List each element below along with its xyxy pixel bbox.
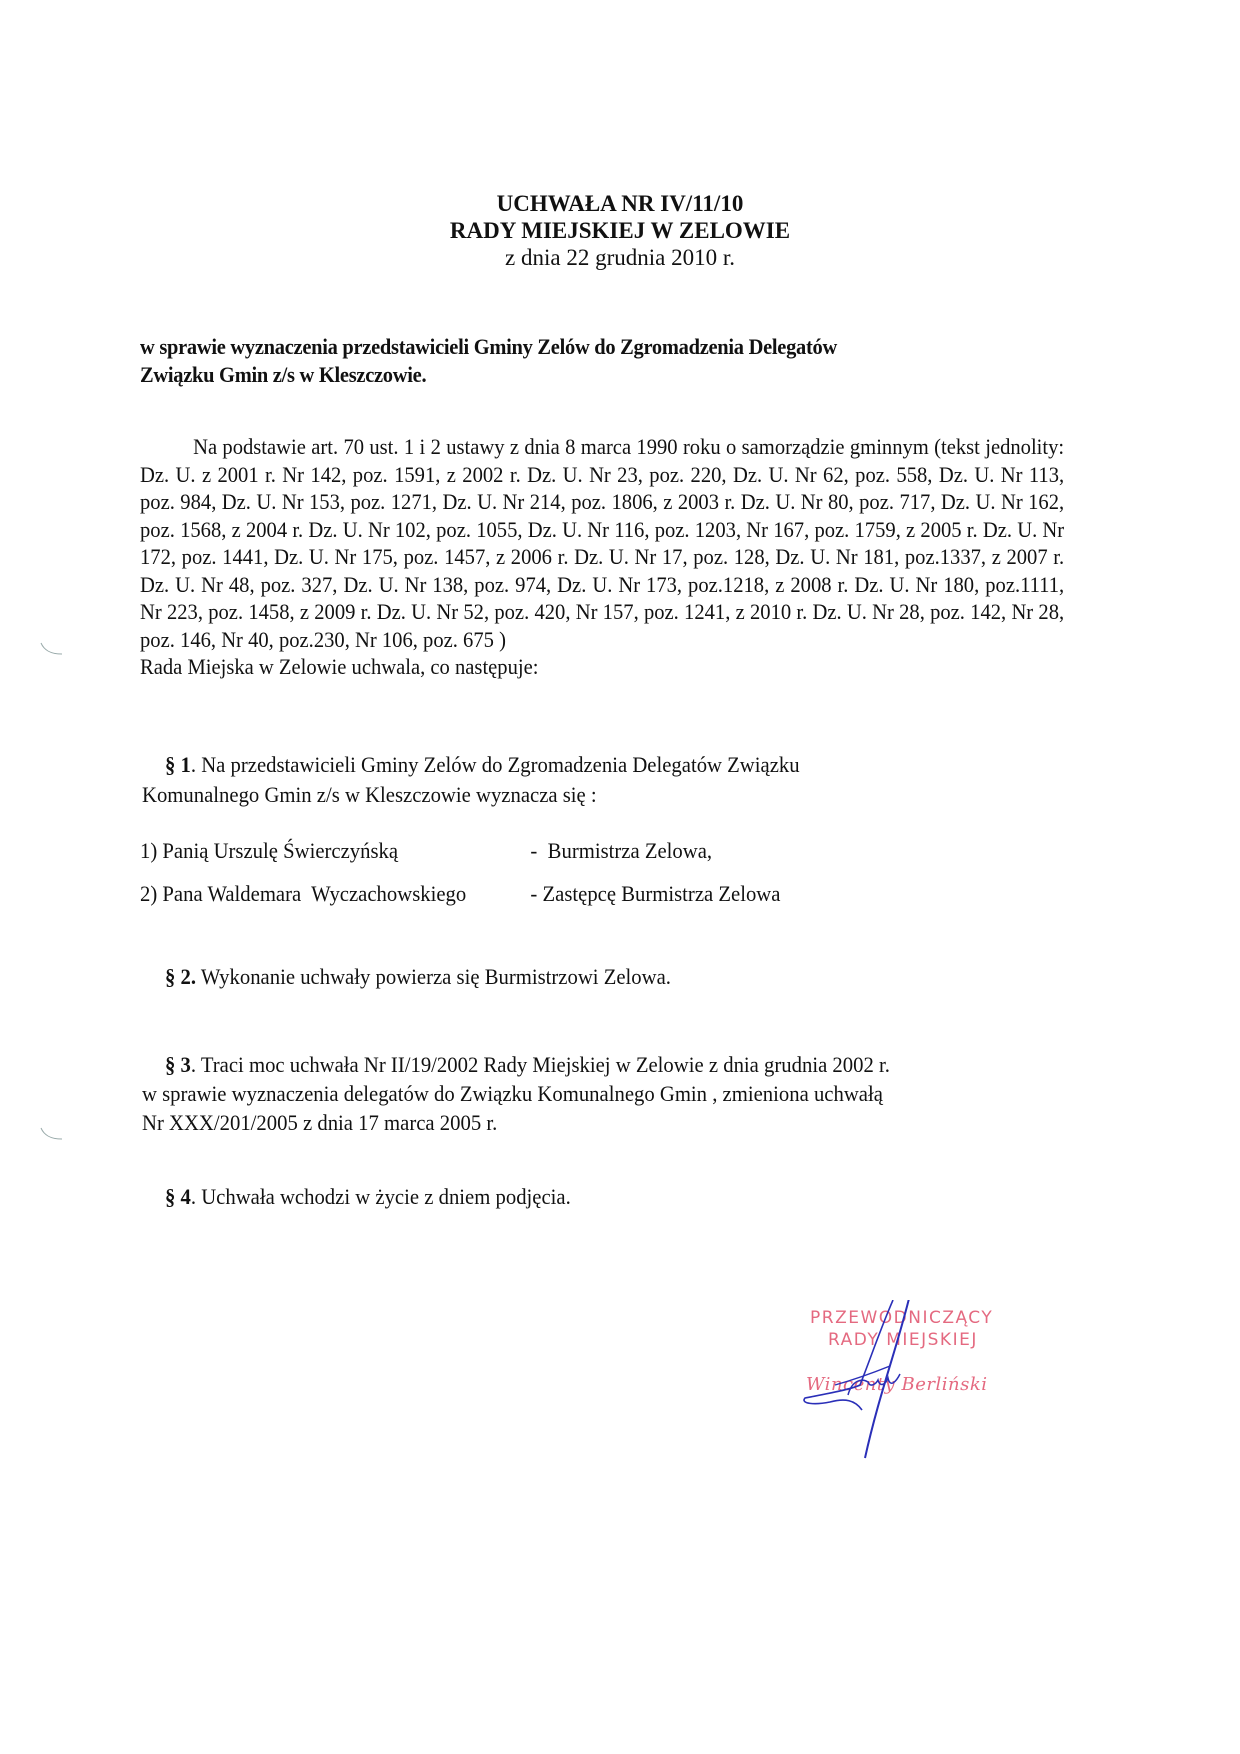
section-1-text-line-2: Komunalnego Gmin z/s w Kleszczowie wyznacza się : xyxy=(142,782,597,807)
delegate-item-2 xyxy=(140,881,780,907)
resolution-header xyxy=(0,190,1240,271)
delegate-item-1 xyxy=(140,838,712,864)
section-2 xyxy=(165,962,993,992)
section-1-mark: § 1 xyxy=(165,752,191,777)
legal-basis-text: Na podstawie art. 70 ust. 1 i 2 ustawy z dnia 8 marca 1990 roku o samorządzie gminnym (tekst jednolity: Dz. U. z 2001 r. Nr 142, poz. 1591, z 2002 r. Dz. U. Nr 23, poz. 220, Dz. U. Nr 62, poz. 558, Dz. U. Nr 113, poz. 984, Dz. U. Nr 153, poz. 1271, Dz. U. Nr 214, poz. 1806, z 2003 r. Dz. U. Nr 80, poz. 717, Dz. U. Nr 162, poz. 1568, z 2004 r. Dz. U. Nr 102, poz. 1055, Dz. U. Nr 116, poz. 1203, Nr 167, poz. 1759, z 2005 r. Dz. U. Nr 172, poz. 1441, Dz. U. Nr 175, poz. 1457, z 2006 r. Dz. U. Nr 17, poz. 128, Dz. U. Nr 181, poz.1337, z 2007 r. Dz. U. Nr 48, poz. 327, Dz. U. Nr 138, poz. 974, Dz. U. Nr 173, poz.1218, z 2008 r. Dz. U. Nr 180, poz.1111, Nr 223, poz. 1458, z 2009 r. Dz. U. Nr 52, poz. 420, Nr 157, poz. 1241, z 2010 r. Dz. U. Nr 28, poz. 142, Nr 28, poz. 146, Nr 40, poz.230, Nr 106, poz. 675 ) xyxy=(140,434,1065,652)
delegate-role: - Burmistrza Zelowa, xyxy=(530,838,713,863)
section-1 xyxy=(142,750,993,810)
section-3-mark: § 3 xyxy=(165,1052,191,1077)
subject-line-2: Związku Gmin z/s w Kleszczowie. xyxy=(140,362,427,387)
stamp-body: RADY MIEJSKIEJ xyxy=(828,1330,978,1350)
resolution-date: z dnia 22 grudnia 2010 r. xyxy=(505,245,735,270)
official-stamp xyxy=(800,1300,1060,1470)
delegate-name: Pana Waldemara Wyczachowskiego xyxy=(162,881,467,906)
section-3-text-line-3: Nr XXX/201/2005 z dnia 17 marca 2005 r. xyxy=(142,1110,498,1135)
section-2-mark: § 2. xyxy=(165,964,197,989)
delegate-role: - Zastępcę Burmistrza Zelowa xyxy=(530,881,781,906)
signature-icon xyxy=(800,1300,1060,1470)
section-3 xyxy=(142,1050,1085,1137)
scan-artifact-icon xyxy=(38,640,68,660)
stamp-title: PRZEWODNICZĄCY xyxy=(810,1308,994,1328)
delegate-number: 2) xyxy=(140,881,163,906)
section-4-mark: § 4 xyxy=(165,1184,191,1209)
section-2-text: Wykonanie uchwały powierza się Burmistrzowi Zelowa. xyxy=(196,964,671,989)
section-3-text-line-2: w sprawie wyznaczenia delegatów do Związku Komunalnego Gmin , zmieniona uchwałą xyxy=(142,1081,883,1106)
resolution-subject xyxy=(140,333,977,389)
resolution-number: UCHWAŁA NR IV/11/10 xyxy=(496,191,744,216)
section-4-text: . Uchwała wchodzi w życie z dniem podjęcia. xyxy=(190,1184,571,1209)
delegate-number: 1) xyxy=(140,838,163,863)
delegate-name: Panią Urszulę Świerczyńską xyxy=(162,838,399,863)
section-3-text-line-1: . Traci moc uchwała Nr II/19/2002 Rady Miejskiej w Zelowie z dnia grudnia 2002 r. xyxy=(190,1052,890,1077)
legal-basis-closing: Rada Miejska w Zelowie uchwala, co następuje: xyxy=(140,654,539,679)
legal-basis xyxy=(140,433,1064,681)
section-4 xyxy=(165,1182,993,1212)
section-1-text-line-1: . Na przedstawicieli Gminy Zelów do Zgromadzenia Delegatów Związku xyxy=(190,752,800,777)
subject-line-1: w sprawie wyznaczenia przedstawicieli Gminy Zelów do Zgromadzenia Delegatów xyxy=(140,334,837,359)
stamp-name: Wincenty Berliński xyxy=(806,1374,988,1395)
issuing-body: RADY MIEJSKIEJ W ZELOWIE xyxy=(449,218,791,243)
scan-artifact-icon xyxy=(38,1125,68,1145)
